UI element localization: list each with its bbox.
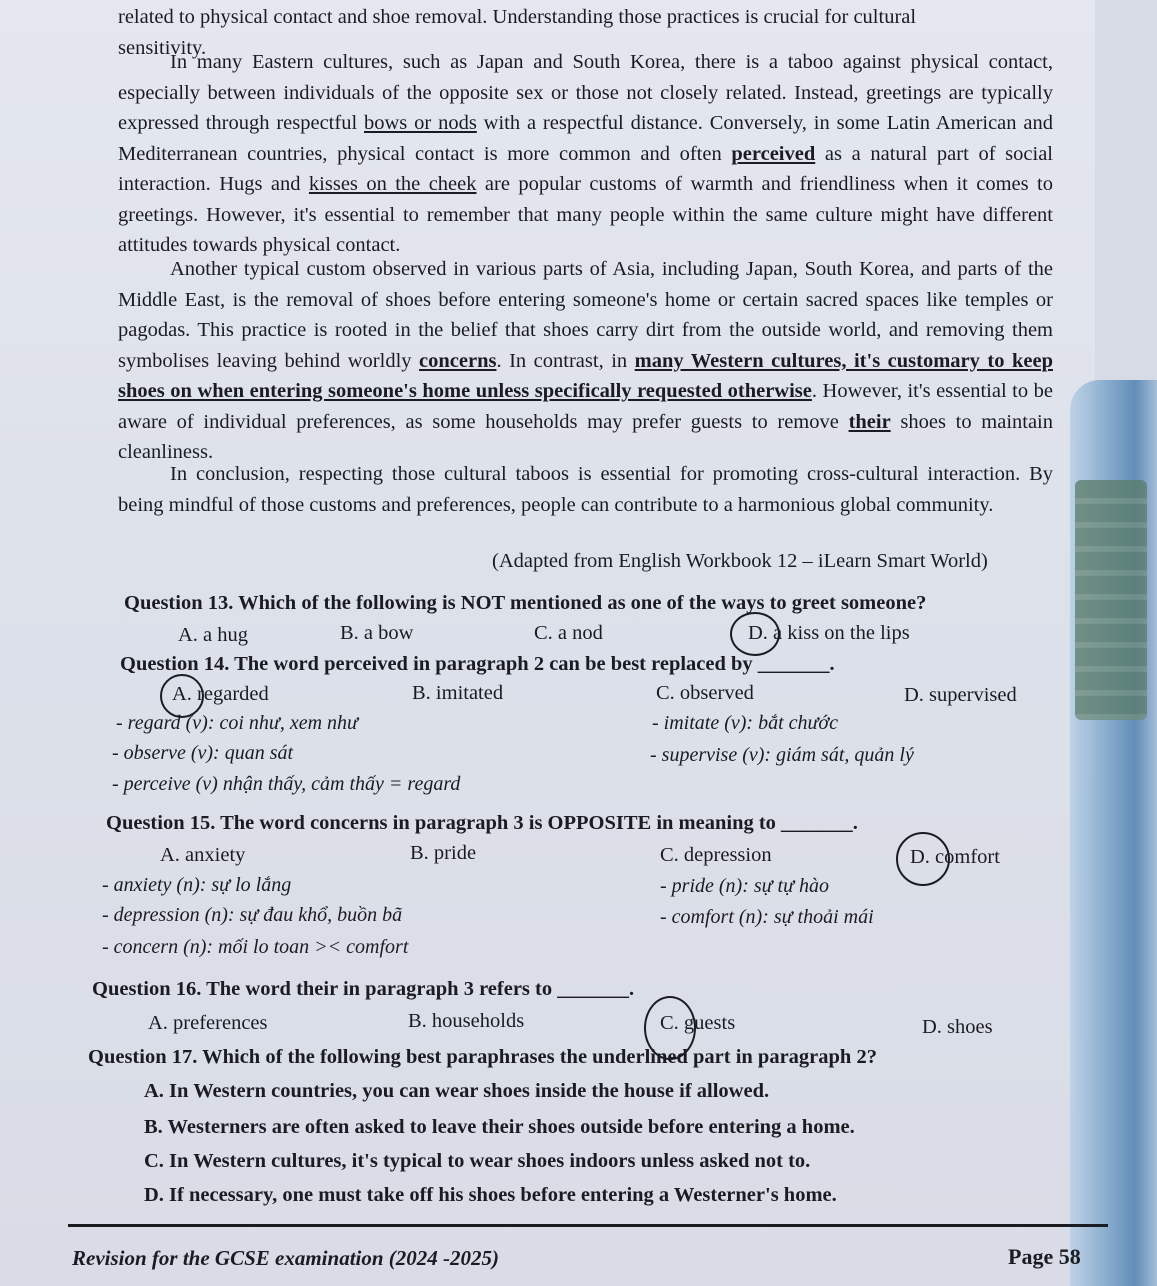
question-17-stem: Question 17. Which of the following best paraphrases the underlined part in paragraph 2? — [88, 1046, 877, 1068]
q13-option-a[interactable]: A. a hug — [178, 624, 249, 646]
q17-option-a[interactable]: A. In Western countries, you can wear shoes inside the house if allowed. — [144, 1080, 770, 1102]
q17-option-c[interactable]: C. In Western cultures, it's typical to wear shoes indoors unless asked not to. — [144, 1150, 811, 1172]
q15-note-2: - pride (n): sự tự hào — [660, 875, 830, 897]
intro-line-1: related to physical contact and shoe removal. Understanding those practices is crucial for cultural — [118, 6, 917, 28]
paragraph-2-text-2: with a respectful distance. Conversely, in some Latin American and Mediterranean countries, physical contact is more common and often — [118, 112, 1053, 165]
paragraph-3-text-4: shoes to maintain cleanliness. — [118, 410, 1054, 463]
q15-option-d[interactable]: D. comfort — [910, 846, 1000, 868]
q14-option-d[interactable]: D. supervised — [904, 684, 1017, 706]
q14-option-c[interactable]: C. observed — [656, 682, 754, 704]
question-13-stem: Question 13. Which of the following is NOT mentioned as one of the ways to greet someone? — [124, 592, 927, 614]
q14-note-1: - regard (v): coi như, xem như — [116, 712, 358, 734]
answer-circle-q15 — [896, 832, 950, 886]
intro-line-2: sensitivity. — [118, 36, 207, 59]
q16-option-a[interactable]: A. preferences — [148, 1012, 268, 1034]
source-citation: (Adapted from English Workbook 12 – iLearn Smart World) — [492, 550, 988, 572]
q14-option-a[interactable]: A. regarded — [172, 683, 269, 705]
underlined-bows-or-nods: bows or nods — [364, 112, 477, 134]
paragraph-3-text-2: . In contrast, in — [496, 349, 635, 372]
q14-note-5: - perceive (v) nhận thấy, cảm thấy = regard — [112, 773, 461, 795]
q14-option-b[interactable]: B. imitated — [412, 682, 504, 704]
q17-option-b[interactable]: B. Westerners are often asked to leave their shoes outside before entering a home. — [144, 1116, 855, 1138]
q16-option-d[interactable]: D. shoes — [922, 1016, 993, 1038]
q15-note-4: - comfort (n): sự thoải mái — [660, 906, 874, 928]
q15-note-3: - depression (n): sự đau khổ, buồn bã — [102, 904, 403, 926]
question-16-stem: Question 16. The word their in paragraph 3 refers to _______. — [92, 978, 635, 1000]
q15-option-b[interactable]: B. pride — [410, 842, 477, 864]
q13-option-c[interactable]: C. a nod — [534, 622, 603, 644]
page-number: Page 58 — [1008, 1244, 1081, 1269]
footer-rule — [68, 1224, 1108, 1227]
q14-note-4: - supervise (v): giám sát, quản lý — [650, 744, 914, 766]
q15-option-c[interactable]: C. depression — [660, 844, 772, 866]
q16-option-c[interactable]: C. guests — [660, 1012, 736, 1034]
paragraph-2-text-4: are popular customs of warmth and friendliness when it comes to greetings. However, it's essential to remember that many people within the same culture might have different attitudes towards physical contact. — [118, 173, 1053, 256]
paragraph-2-text-1: In many Eastern cultures, such as Japan and South Korea, there is a taboo against physical contact, especially between individuals of the opposite sex or those not closely related. Instead, greetings are typically expressed through respectful — [118, 51, 1053, 134]
paragraph-3-text-3: . However, it's essential to be aware of individual preferences, as some households may prefer guests to remove — [118, 380, 1053, 433]
q17-option-d[interactable]: D. If necessary, one must take off his shoes before entering a Westerner's home. — [144, 1184, 837, 1206]
underlined-kisses-on-cheek: kisses on the cheek — [308, 173, 477, 195]
word-concerns: concerns — [419, 349, 497, 372]
q15-note-5: - concern (n): mối lo toan >< comfort — [102, 936, 409, 958]
q14-note-2: - imitate (v): bắt chước — [652, 712, 838, 734]
q13-option-d[interactable]: D. a kiss on the lips — [748, 622, 910, 644]
underlined-western-shoes-sentence: many Western cultures, it's customary to keep shoes on when entering someone's home unless specifically requested otherwise — [118, 349, 1053, 402]
paragraph-3 — [118, 254, 1053, 468]
word-perceived: perceived — [731, 142, 816, 165]
pen-grip-image — [1075, 480, 1147, 720]
q15-note-1: - anxiety (n): sự lo lắng — [102, 874, 292, 896]
question-15-stem: Question 15. The word concerns in paragraph 3 is OPPOSITE in meaning to _______. — [106, 812, 858, 834]
q13-option-b[interactable]: B. a bow — [340, 622, 414, 644]
paragraph-2 — [118, 47, 1053, 261]
question-14-stem: Question 14. The word perceived in paragraph 2 can be best replaced by _______. — [120, 653, 835, 675]
paragraph-4: In conclusion, respecting those cultural taboos is essential for promoting cross-cultural interaction. By being mindful of those customs and preferences, people can contribute to a harmonious global community. — [118, 463, 1053, 516]
q15-option-a[interactable]: A. anxiety — [160, 844, 246, 866]
word-their: their — [848, 410, 891, 433]
q16-option-b[interactable]: B. households — [408, 1010, 525, 1032]
paragraph-3-text-1: Another typical custom observed in various parts of Asia, including Japan, South Korea, and parts of the Middle East, is the removal of shoes before entering someone's home or certain sacred spaces like temples or pagodas. This practice is rooted in the belief that shoes carry dirt from the outside world, and removing them symbolises leaving behind worldly — [118, 258, 1053, 372]
paragraph-2-text-3: as a natural part of social interaction. Hugs and — [118, 142, 1053, 195]
footer-title: Revision for the GCSE examination (2024 -2025) — [72, 1246, 500, 1270]
answer-circle-q13 — [730, 612, 780, 656]
q14-note-3: - observe (v): quan sát — [112, 742, 294, 764]
